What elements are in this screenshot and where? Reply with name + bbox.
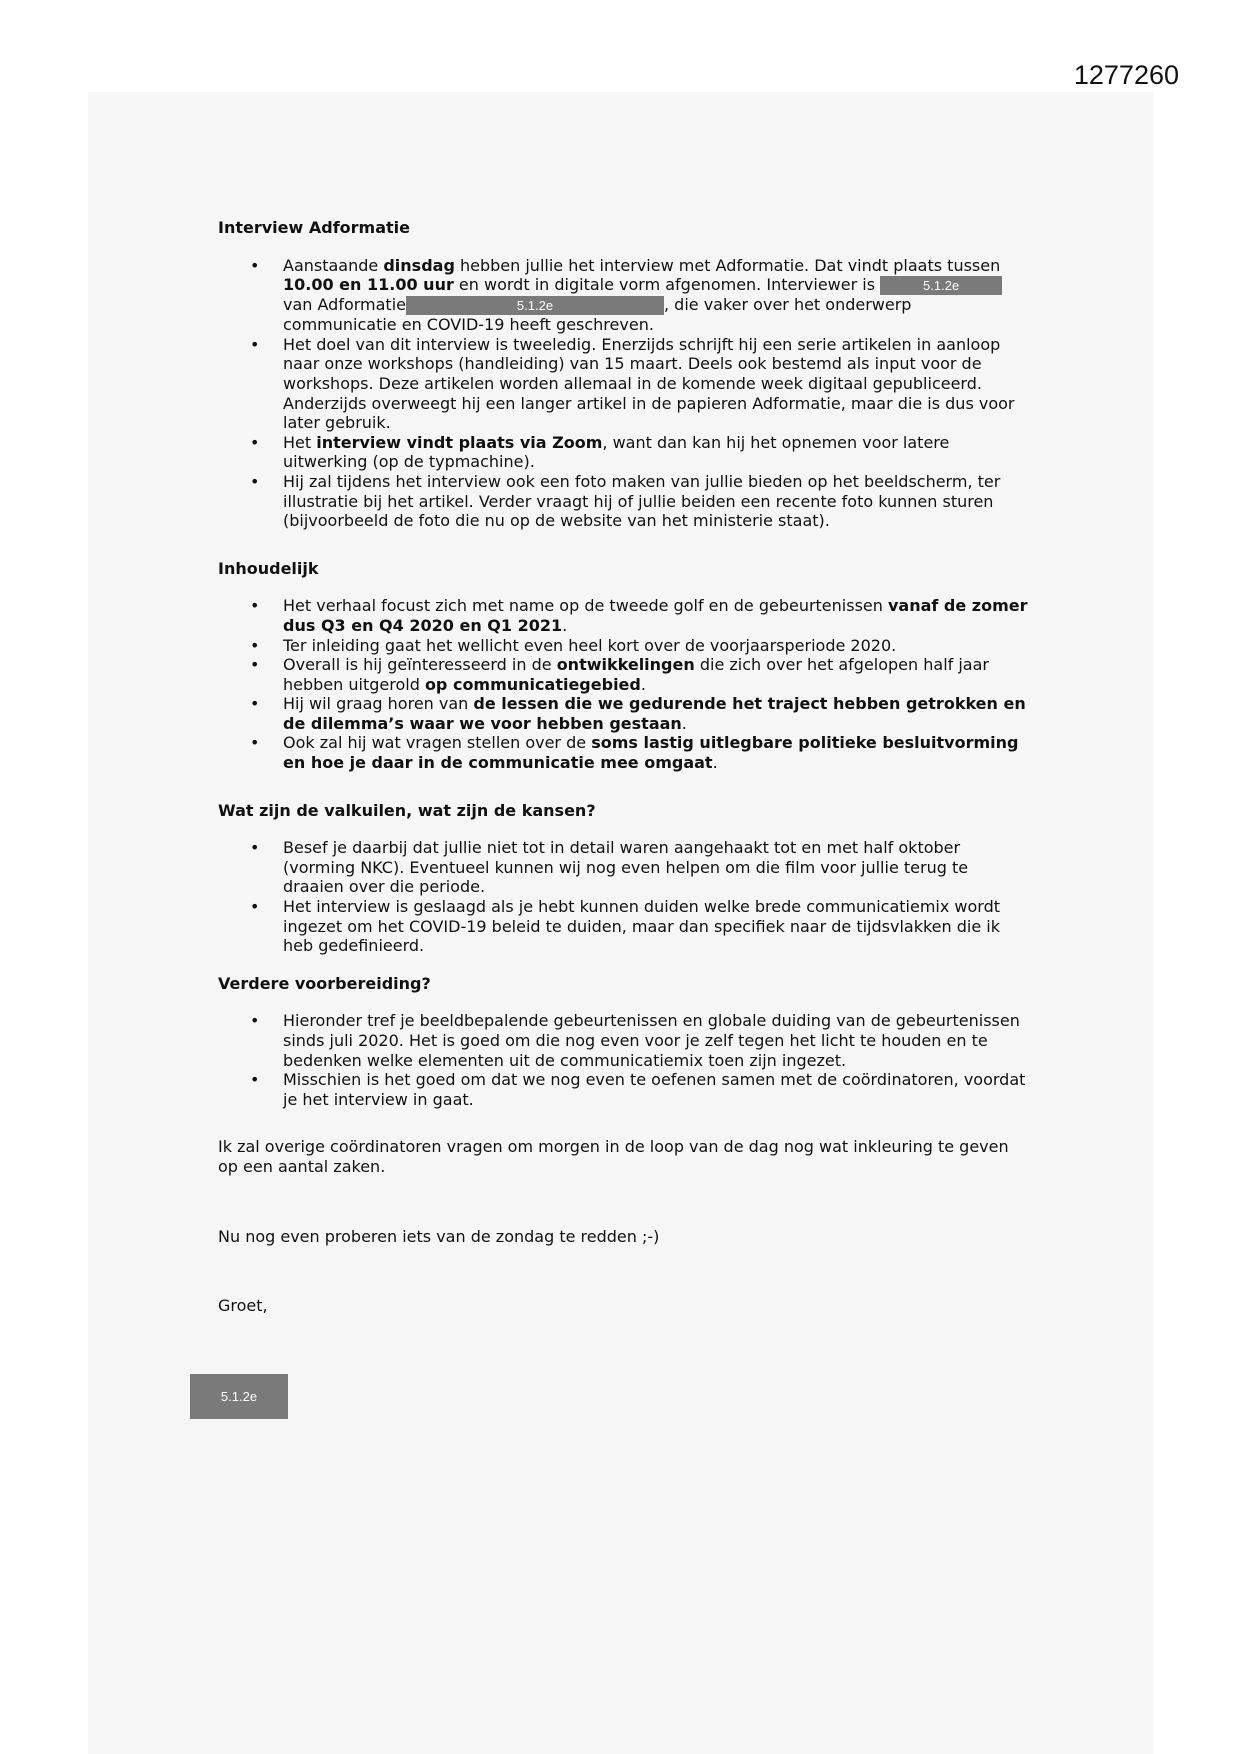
text-run: .	[681, 713, 687, 733]
text-run: van Adformatie	[283, 295, 406, 315]
memo-section	[218, 218, 1030, 531]
bold-text: dinsdag	[383, 255, 455, 275]
section-heading: Inhoudelijk	[218, 558, 319, 578]
text-run: Misschien is het goed om dat we nog even te oefenen samen met de coördinatoren, voordat je het interview in gaat.	[283, 1070, 1026, 1109]
bullet-list	[218, 256, 1030, 531]
text-run: Hij zal tijdens het interview ook een foto maken van jullie bieden op het beeldscherm, ter illustratie bij het artikel. Verder vraagt hij of jullie beiden een recente foto kunnen sturen (bijvoorbeeld de foto die nu op de website van het ministerie staat).	[283, 471, 1001, 531]
bullet-icon: •	[250, 694, 260, 714]
text-run: .	[562, 615, 568, 635]
memo-section	[218, 559, 1030, 773]
text-run: Ter inleiding gaat het wellicht even heel kort over de voorjaarsperiode 2020.	[283, 635, 897, 655]
bullet-icon: •	[250, 432, 260, 452]
bullet-list	[218, 838, 1030, 956]
section-heading: Verdere voorbereiding?	[218, 973, 431, 993]
bold-text: soms lastig uitlegbare politieke besluitvorming en hoe je daar in de communicatie mee omgaat	[283, 733, 1019, 773]
text-run: Aanstaande	[283, 255, 384, 275]
bullet-icon: •	[250, 596, 260, 616]
bullet-item	[218, 897, 1030, 956]
bullet-icon: •	[250, 255, 260, 275]
bullet-item	[218, 655, 1030, 694]
bold-text: ontwikkelingen	[556, 655, 695, 675]
bullet-icon: •	[250, 733, 260, 753]
greeting: Groet,	[218, 1296, 268, 1316]
text-run: en wordt in digitale vorm afgenomen. Interviewer is	[453, 275, 881, 295]
text-run: Overall is hij geïnteresseerd in de	[283, 655, 557, 675]
memo-body	[218, 218, 1030, 1316]
redaction-box: 5.1.2e	[880, 276, 1002, 295]
redaction-box: 5.1.2e	[406, 296, 664, 315]
bullet-item	[218, 733, 1030, 772]
text-run: Het verhaal focust zich met name op de tweede golf en de gebeurtenissen	[283, 596, 888, 616]
bullet-item	[218, 433, 1030, 472]
section-heading: Wat zijn de valkuilen, wat zijn de kansen?	[218, 800, 596, 820]
text-run: , die vaker over het onderwerp communicatie en COVID-19 heeft geschreven.	[283, 295, 912, 335]
bullet-list	[218, 1011, 1030, 1109]
memo-section	[218, 974, 1030, 1110]
bullet-item	[218, 636, 1030, 656]
text-run: Het	[283, 432, 317, 452]
text-run: .	[640, 674, 646, 694]
bold-text: op communicatiegebied	[424, 674, 641, 694]
memo-section	[218, 801, 1030, 956]
bullet-item	[218, 838, 1030, 897]
bullet-item	[218, 256, 1030, 335]
signature-redaction: 5.1.2e	[190, 1374, 288, 1419]
bullet-icon: •	[250, 334, 260, 354]
sunday-note: Nu nog even proberen iets van de zondag te redden ;-)	[218, 1226, 660, 1246]
bullet-icon: •	[250, 897, 260, 917]
section-heading: Interview Adformatie	[218, 218, 410, 237]
bullet-item	[218, 596, 1030, 635]
text-run: Hieronder tref je beeldbepalende gebeurtenissen en globale duiding van de gebeurtenissen sinds juli 2020. Het is goed om die nog even voor je zelf tegen het licht te houden en te bedenken welke elementen uit de communicatiemix toen zijn ingezet.	[283, 1011, 1020, 1070]
text-run: Het doel van dit interview is tweeledig. Enerzijds schrijft hij een serie artikelen in aanloop naar onze workshops (handleiding) van 15 maart. Deels ook bestemd als input voor de workshops. Deze artikelen worden allemaal in de komende week digitaal gepubliceerd. Anderzijds overweegt hij een langer artikel in de papieren Adformatie, maar die is dus voor later gebruik.	[283, 334, 1015, 433]
text-run: Ook zal hij wat vragen stellen over de	[283, 733, 592, 753]
bold-text: interview vindt plaats via Zoom	[316, 432, 603, 452]
text-run: , want dan kan hij het opnemen voor latere uitwerking (op de typmachine).	[283, 432, 950, 472]
bold-text: vanaf de zomer dus Q3 en Q4 2020 en Q1 2021	[283, 596, 1028, 635]
bullet-icon: •	[250, 1070, 260, 1090]
text-run: Hij wil graag horen van	[283, 694, 474, 714]
text-run: Het interview is geslaagd als je hebt kunnen duiden welke brede communicatiemix wordt ingezet om het COVID-19 beleid te duiden, maar dan specifiek naar de tijdsvlakken die ik heb gedefinieerd.	[283, 897, 1001, 956]
bold-text: de lessen die we gedurende het traject hebben getrokken en de dilemma’s waar we voor hebben gestaan	[283, 694, 1026, 733]
text-run: .	[712, 753, 718, 773]
memo-sections	[218, 218, 1030, 1109]
bold-text: 10.00 en 11.00 uur	[283, 275, 454, 295]
bullet-item	[218, 335, 1030, 433]
bullet-item	[218, 1011, 1030, 1070]
bullet-item	[218, 472, 1030, 531]
bullet-item	[218, 1070, 1030, 1109]
bullet-list	[218, 596, 1030, 772]
bullet-icon: •	[250, 1011, 260, 1031]
document-id: 1277260	[1073, 60, 1179, 90]
bullet-icon: •	[250, 471, 260, 491]
bullet-item	[218, 694, 1030, 733]
text-run: die zich over het afgelopen half jaar hebben uitgerold	[283, 655, 989, 694]
bullet-icon: •	[250, 635, 260, 655]
bullet-icon: •	[250, 655, 260, 675]
text-run: Besef je daarbij dat jullie niet tot in detail waren aangehaakt tot en met half oktober (vorming NKC). Eventueel kunnen wij nog even helpen om die film voor jullie terug te draaien over die periode.	[283, 838, 969, 897]
bullet-icon: •	[250, 838, 260, 858]
closing-paragraph: Ik zal overige coördinatoren vragen om morgen in de loop van de dag nog wat inkleuring te geven op een aantal zaken.	[218, 1137, 1009, 1176]
text-run: hebben jullie het interview met Adformatie. Dat vindt plaats tussen	[454, 255, 1001, 275]
